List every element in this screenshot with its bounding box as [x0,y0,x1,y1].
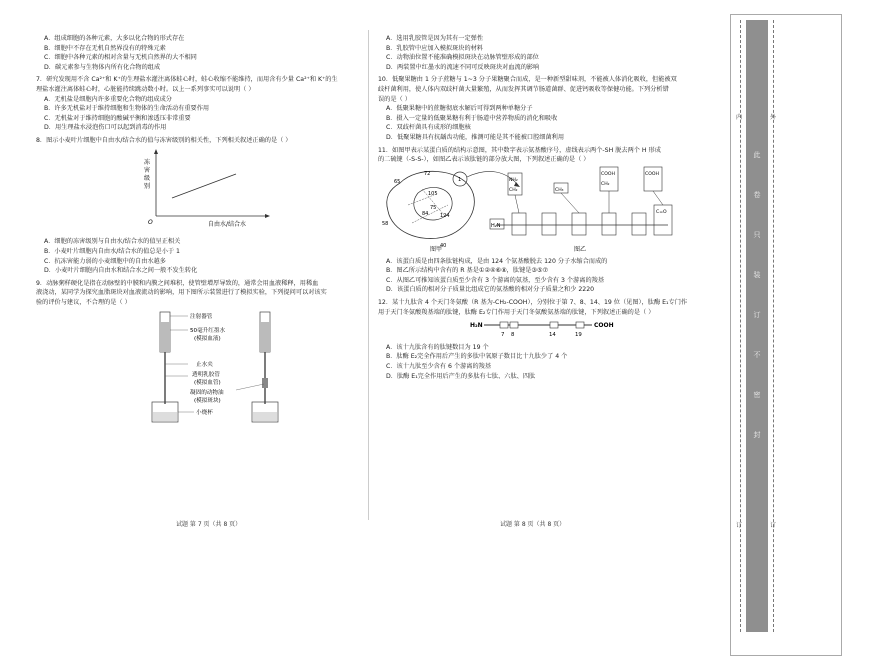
question-text: 11．如图甲表示某蛋白质的结构示意图，其中数字表示氨基酸序号，虚线表示两个-SH 脱去两个 H 形成 [378,146,661,154]
seal-char: 卷 [753,191,761,199]
aa-number: 1 [458,176,462,183]
aa-number: 124 [440,212,450,219]
label-beaker: 小烧杯 [196,409,213,416]
ylabel-char: 害 [144,166,151,174]
r-group: CH₃ [555,187,564,193]
aa-number: 105 [428,190,438,197]
option-line: A．该十九肽含有的肽键数目为 19 个 [386,343,489,351]
seal-char: 密 [753,391,761,399]
figure-11-protein [378,165,704,253]
aa-number: 75 [430,204,437,211]
question-text: 12．某十九肽含 4 个天门冬氨酸（R 基为-CH₂-COOH），分别位于第 7、8、14、19 位（见图），肽酶 E₁专门作 [378,298,688,306]
n-terminus: H₂N [470,322,483,330]
position-number: 8 [511,332,515,339]
figure-label-b: 图乙 [574,245,587,253]
position-number: 14 [549,332,556,339]
figure-9-apparatus [36,308,358,426]
cut-label: 外 [770,114,777,121]
r-group: CH₂ [509,187,518,193]
label-fat-note: (模拟斑块) [194,397,221,404]
origin-label: O [148,218,153,226]
r-group: C=O [656,209,667,215]
trend-line [172,174,236,198]
r-group: NH₂ [509,177,518,183]
option-line: B．肽酶 E₂完全作用后产生的多肽中氧原子数目比十九肽少了 4 个 [386,353,568,361]
position-number: 19 [575,332,582,339]
option-line: B．小麦叶片细胞内自由水/结合水的值总是小于 1 [44,247,180,255]
option-line: A．组成细胞的各种元素，大多以化合物的形式存在 [44,35,185,42]
option-line: A．选用乳胶管是因为其有一定弹性 [386,35,484,42]
option-line: D．小麦叶片细胞内自由水和结合水之间一般不发生转化 [44,267,198,275]
option-line: A．该蛋白质是由四条肽链构成，是由 124 个氨基酸脱去 120 分子水缩合而成的 [386,257,608,265]
position-number: 7 [501,332,505,339]
option-line: C．双歧杆菌具有成形的细胞核 [386,124,471,132]
question-10 [378,75,704,142]
option-line: D．低聚果糖具有抗龋齿功能，推测可能是其不能被口腔细菌利用 [386,134,565,142]
left-page [36,34,358,429]
ylabel-char: 级 [144,174,151,182]
question-7 [36,75,358,133]
ylabel-char: 别 [144,182,151,190]
label-tube-note: (模拟血管) [194,379,221,386]
option-line: B．图乙所示结构中含有的 R 基是①②④⑥⑧，肽键是③⑤⑦ [386,267,549,275]
label-syringe: 注射器管 [190,313,213,320]
option-line: D．用生理盐水浸泡伤口可以起到消毒的作用 [44,124,167,132]
question-text: 的二硫键（-S-S-），如图乙表示该肽链的部分放大图，下列叙述正确的是（ ） [378,156,590,164]
aa-number: 40 [440,242,447,249]
question-text: 液浇动，某同学为探究血脂斑块对血液流动的影响，用下图所示装置进行了模拟实验，下列提问可以对该实 [36,289,327,297]
seal-char: 封 [753,431,761,439]
option-line: C．无机盐对于维持细胞的酸碱平衡和渗透压非常重要 [44,114,191,122]
option-line: B．细胞中不存在无机自然界没有的特殊元素 [44,44,166,52]
seal-band [746,20,768,632]
option-line: D．肽酶 E₁完全作用后产生的多肽有七肽、六肽、四肽 [386,372,536,380]
label-tube: 透明乳胶管 [192,371,220,378]
seal-char: 装 [753,271,761,279]
question-text: 7．研究发现用不含 Ca²⁺和 K⁺的生理盐水灌注离体蛙心时，蛙心收缩不能维持，而用含有少量 Ca²⁺和 K⁺的生 [36,76,338,84]
option-line: D．碳元素参与生物体内所有化合物的组成 [44,63,161,71]
q6-options [36,34,358,72]
question-8 [36,136,358,276]
label-fat: 凝固的动物油 [190,389,224,396]
label-clamp: 止水夹 [196,361,213,368]
right-page [378,34,704,381]
option-line: B．乳胶管中应加入模拟斑块的材料 [386,44,484,52]
option-line: C．细胞中各种元素的相对含量与无机自然界的大不相同 [44,54,197,62]
question-text: 歧杆菌利用，使人体内双歧杆菌大量繁殖，从而发挥其调节肠道菌群、促进钙吸收等保健功能。下列分析错 [378,86,669,94]
r-group: COOH [601,171,615,177]
r-group: CH₂ [601,181,610,187]
cut-label: 内 [736,114,743,121]
question-text: 9．动脉粥样硬化是指在动脉壁的中膜和内膜之间堆积，使管壁增厚导致的，通常会用血液稀释，用稀血 [36,279,319,287]
column-divider [368,30,369,520]
seal-char: 订 [753,311,761,319]
cut-label: 订 [736,522,743,529]
question-text: 误的是（ ） [378,95,411,103]
question-text: 验的评价与建议，不合理的是（ ） [36,298,131,306]
figure-label-a: 图甲 [430,245,443,253]
option-line: B．许多无机盐对于维持细胞和生物体的生命活动有重要作用 [44,105,210,113]
question-9 [36,279,358,429]
option-line: A．无机盐是细胞内许多重要化合物的组成成分 [44,95,172,103]
x-axis-label: 自由水/结合水 [208,220,247,228]
seal-char: 此 [753,151,761,159]
option-line: C．从图乙可推知该蛋白质至少含有 3 个游离的氨基，至少含有 3 个游离的羧基 [386,276,605,284]
aa-number: 65 [394,178,401,185]
c-terminus: COOH [594,322,614,330]
figure-12-peptide [378,317,704,339]
aa-number: 58 [382,220,389,227]
option-line: A．低聚果糖中的蔗糖彻底水解后可得到两种单糖分子 [386,105,533,113]
aa-number: 84 [422,210,429,217]
option-line: C．动物油位置不能准确模拟斑块在动脉管壁形成的部位 [386,54,539,62]
question-text: 10．低聚果糖由 1 分子蔗糖与 1~3 分子果糖聚合而成，是一种新型甜味剂，不能被人体消化吸收，但能被双 [378,76,677,84]
option-line: D．两装置中红墨水的流速不同可反映斑块对血流的影响 [386,63,540,71]
option-line: B．摄入一定量的低聚果糖有利于肠道中营养物质的消化和吸收 [386,114,558,122]
question-12 [378,298,704,381]
cut-label: 订 [770,522,777,529]
label-red-ink-note: (模拟血液) [194,335,221,342]
page-footer-right: 试题 第 8 页（共 8 页） [500,521,566,528]
option-line: C．该十九肽至少含有 6 个游离的羧基 [386,363,492,371]
option-line: C．抗冻害能力弱的小麦细胞中的自由水越多 [44,257,166,265]
ylabel-char: 冻 [144,158,151,166]
option-line: D．该蛋白质的相对分子质量比组成它的氨基酸的相对分子质量之和少 2220 [386,286,595,294]
question-text: 用于天门冬氨酸羧基端的肽键，肽酶 E₂专门作用于天门冬氨酸氨基端的肽键，下列叙述正确的是（ ） [378,308,655,316]
q9-options [378,34,704,72]
seal-char: 不 [753,351,761,359]
svg-text:H₂N: H₂N [491,222,501,229]
seal-char: 只 [753,231,761,239]
page-footer-left: 试题 第 7 页（共 8 页） [176,521,242,528]
r-group: COOH [645,171,659,177]
aa-number: 72 [424,170,431,177]
question-text: 理盐水灌注离体蛙心时，心脏能持续跳动数小时。以上一系列事实可以说明（ ） [36,86,255,94]
question-text: 8．图示小麦叶片细胞中自由水/结合水的值与冻害级别的相关性，下列相关叙述正确的是（ ） [36,137,292,145]
label-red-ink: 50毫升红墨水 [190,327,226,334]
option-line: A．细胞的冻害级别与自由水/结合水的值呈正相关 [44,238,181,246]
figure-8-graph [36,146,358,234]
question-11 [378,146,704,295]
